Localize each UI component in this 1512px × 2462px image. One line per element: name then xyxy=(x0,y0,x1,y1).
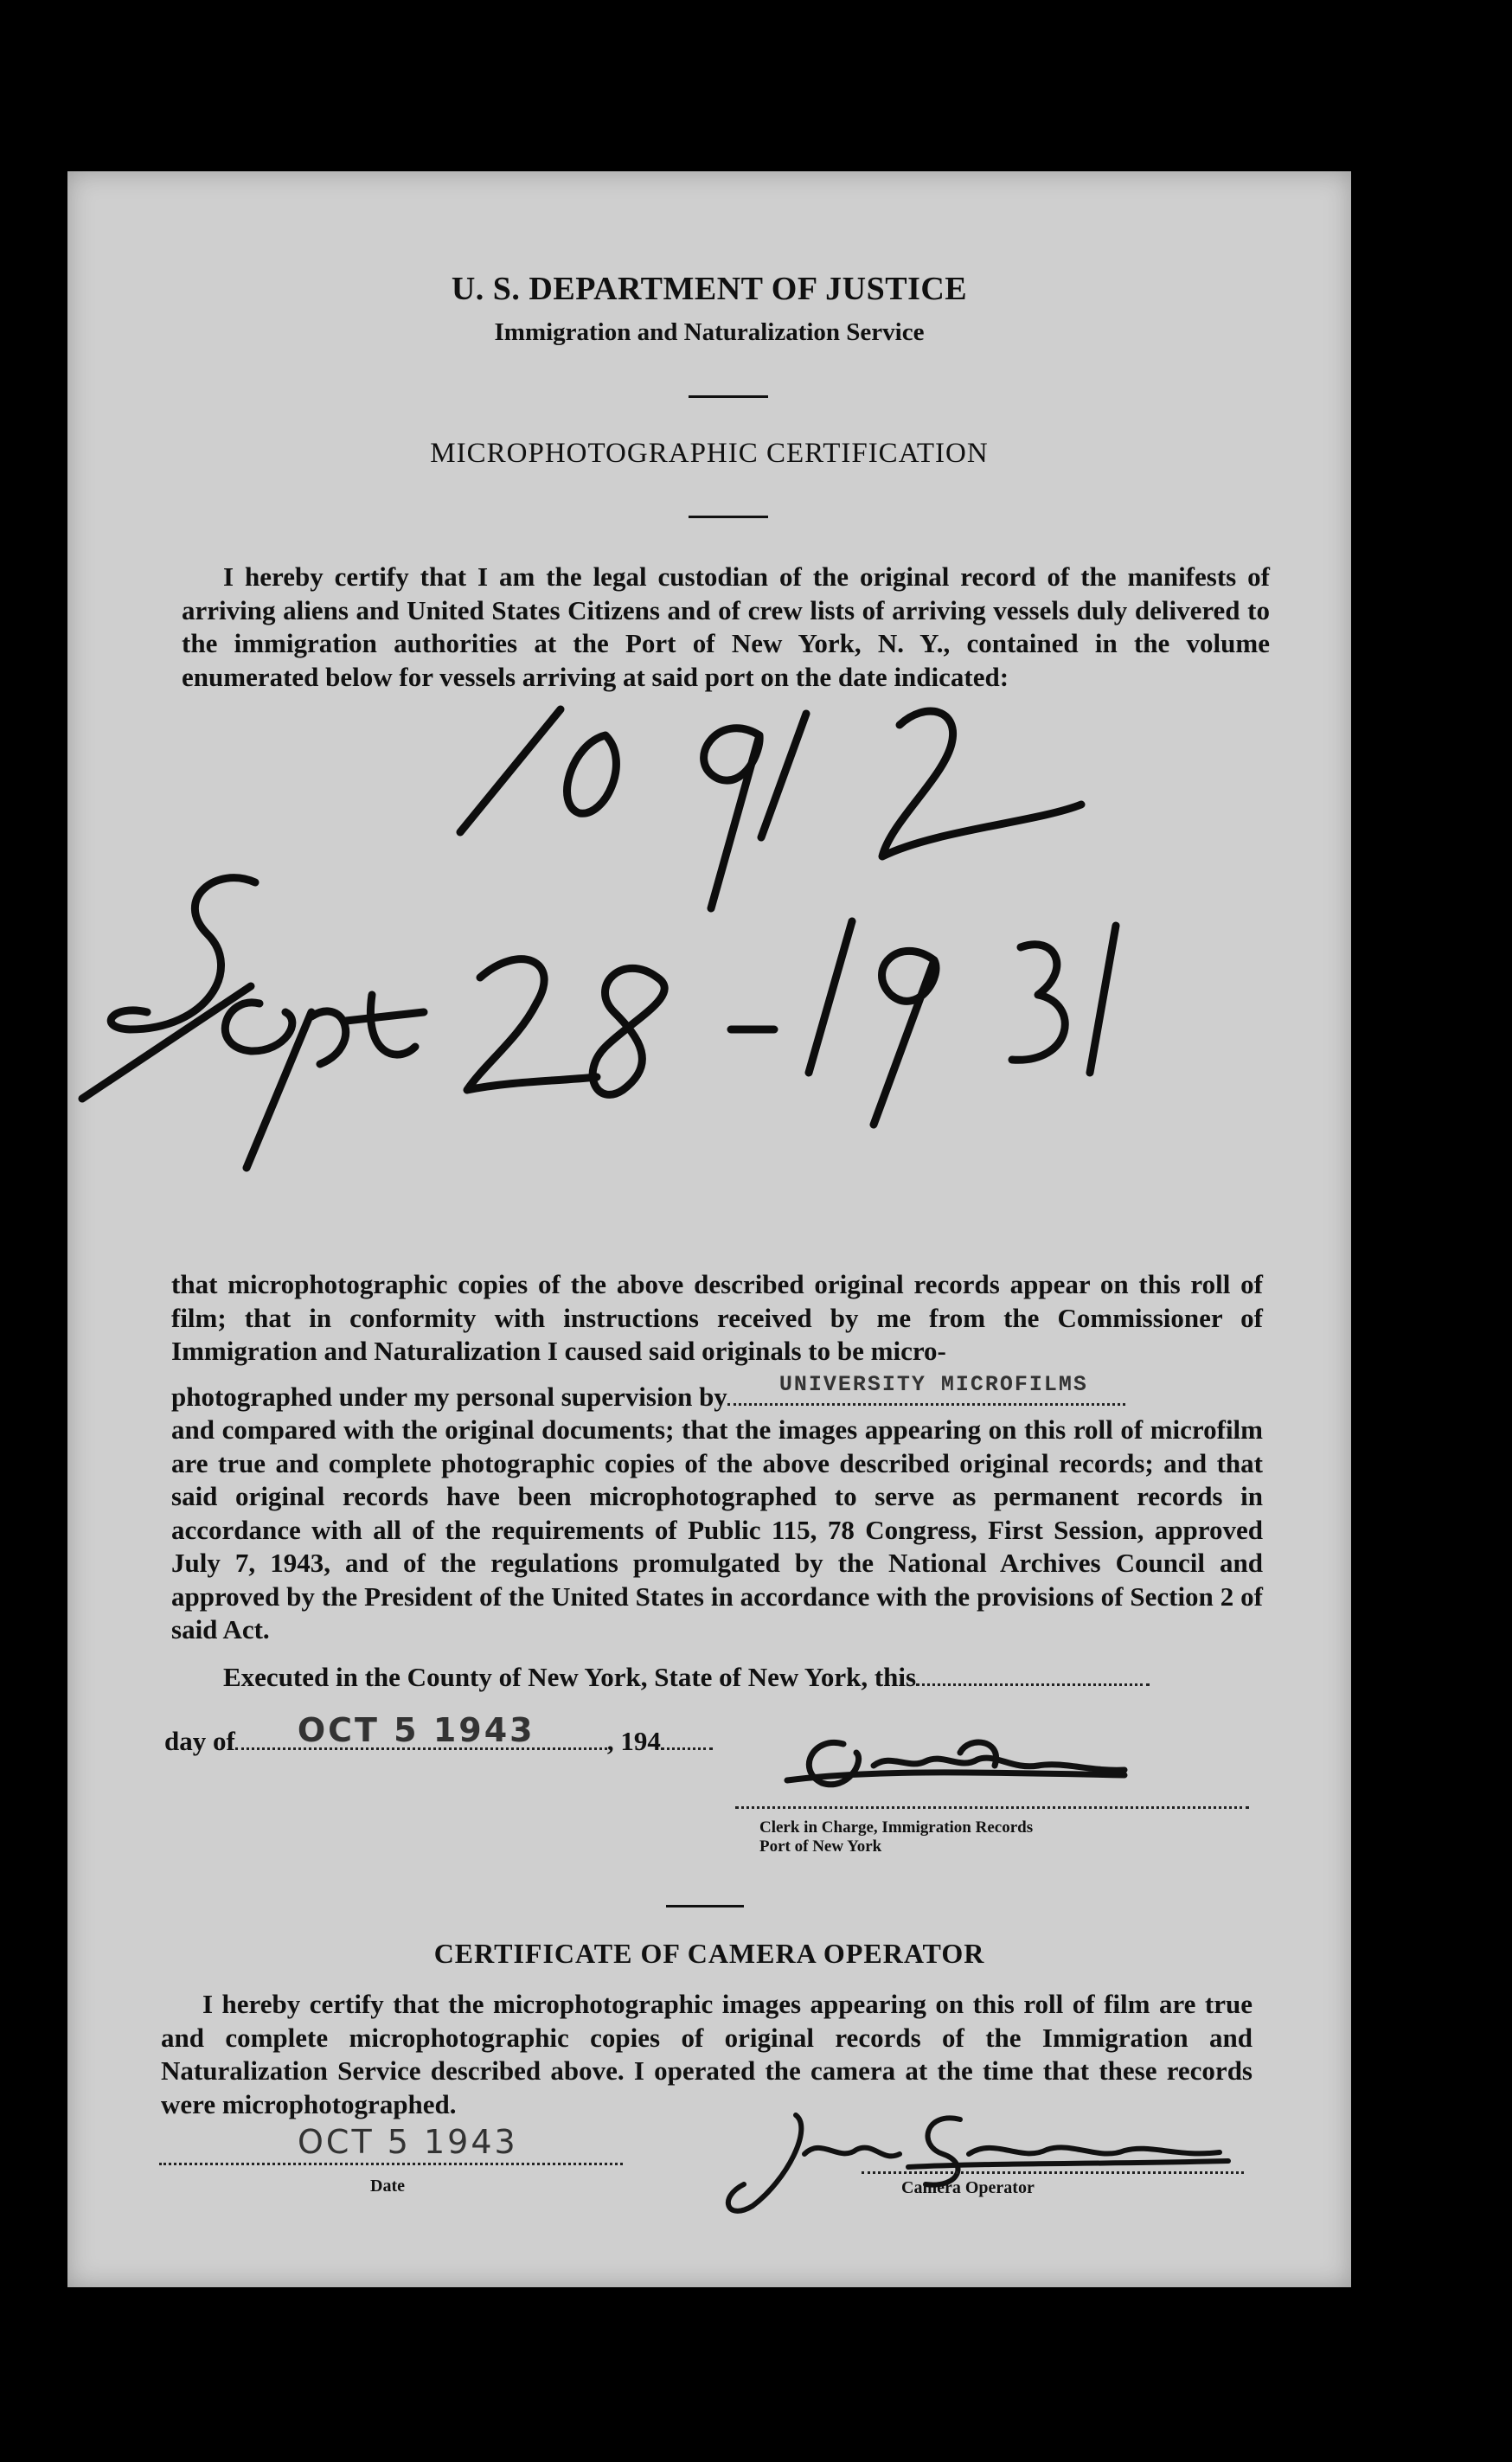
operator-date-line xyxy=(159,2123,623,2165)
day-of-line: day of OCT 5 1943 , 194 xyxy=(164,1723,713,1757)
compliance-paragraph: and compared with the original documents; that the images appearing on this roll of microfilm are true and complete photographic copies of the above described original records; and that said original records have been microphotographed to serve as permanent records in accordance with all of the requirements of Public 115, 78 Congress, First Session, approved July 7, 1943, and of the regulations promulgated by the National Archives Council and approved by the President of the United States in accordance with the provisions of Section 2 of said Act. xyxy=(171,1414,1263,1645)
operator-date-stamp: OCT 5 1943 xyxy=(298,2123,518,2161)
service-subtitle: Immigration and Naturalization Service xyxy=(494,318,925,346)
camera-operator-title: CERTIFICATE OF CAMERA OPERATOR xyxy=(433,1938,985,1969)
supervision-paragraph: that microphotographic copies of the above described original records appear on this roll of film; that in conformity with instructions received by me from the Commissioner of Immigration and Naturalization I caused said originals to be micro- xyxy=(171,1269,1263,1366)
divider-bottom xyxy=(666,1905,744,1907)
operator-signature-line xyxy=(862,2171,1244,2174)
clerk-signature xyxy=(761,1718,1254,1813)
clerk-signature-line xyxy=(735,1806,1249,1809)
execution-date-stamp: OCT 5 1943 xyxy=(297,1711,535,1749)
custodian-paragraph: I hereby certify that I am the legal custodian of the original record of the manifests of arriving aliens and United States Citizens and of crew lists of arriving vessels duly delivered to the immigration authorities at the Port of New York, N. Y., contained in the volume enumerated below for vessels arriving at said port on the date indicated: xyxy=(182,561,1270,692)
executed-line: Executed in the County of New York, State of New York, this xyxy=(223,1661,1150,1693)
supervision-line: photographed under my personal supervision by UNIVERSITY MICROFILMS xyxy=(171,1379,1125,1413)
agency-title: U. S. DEPARTMENT OF JUSTICE xyxy=(451,271,968,307)
clerk-port: Port of New York xyxy=(759,1837,882,1856)
camera-operator-signature xyxy=(709,2102,1254,2223)
clerk-title: Clerk in Charge, Immigration Records xyxy=(759,1818,1034,1837)
camera-operator-paragraph: I hereby certify that the microphotographic images appearing on this roll of film are true and complete microphotographic copies of original records of the Immigration and Naturalization Service described above. I operated the camera at the time that these records were microphotographed. xyxy=(161,1989,1253,2119)
camera-operator-label: Camera Operator xyxy=(901,2178,1035,2197)
date-label: Date xyxy=(370,2177,405,2196)
supervised-by-value: UNIVERSITY MICROFILMS xyxy=(778,1372,1088,1397)
form-title: MICROPHOTOGRAPHIC CERTIFICATION xyxy=(430,438,989,469)
